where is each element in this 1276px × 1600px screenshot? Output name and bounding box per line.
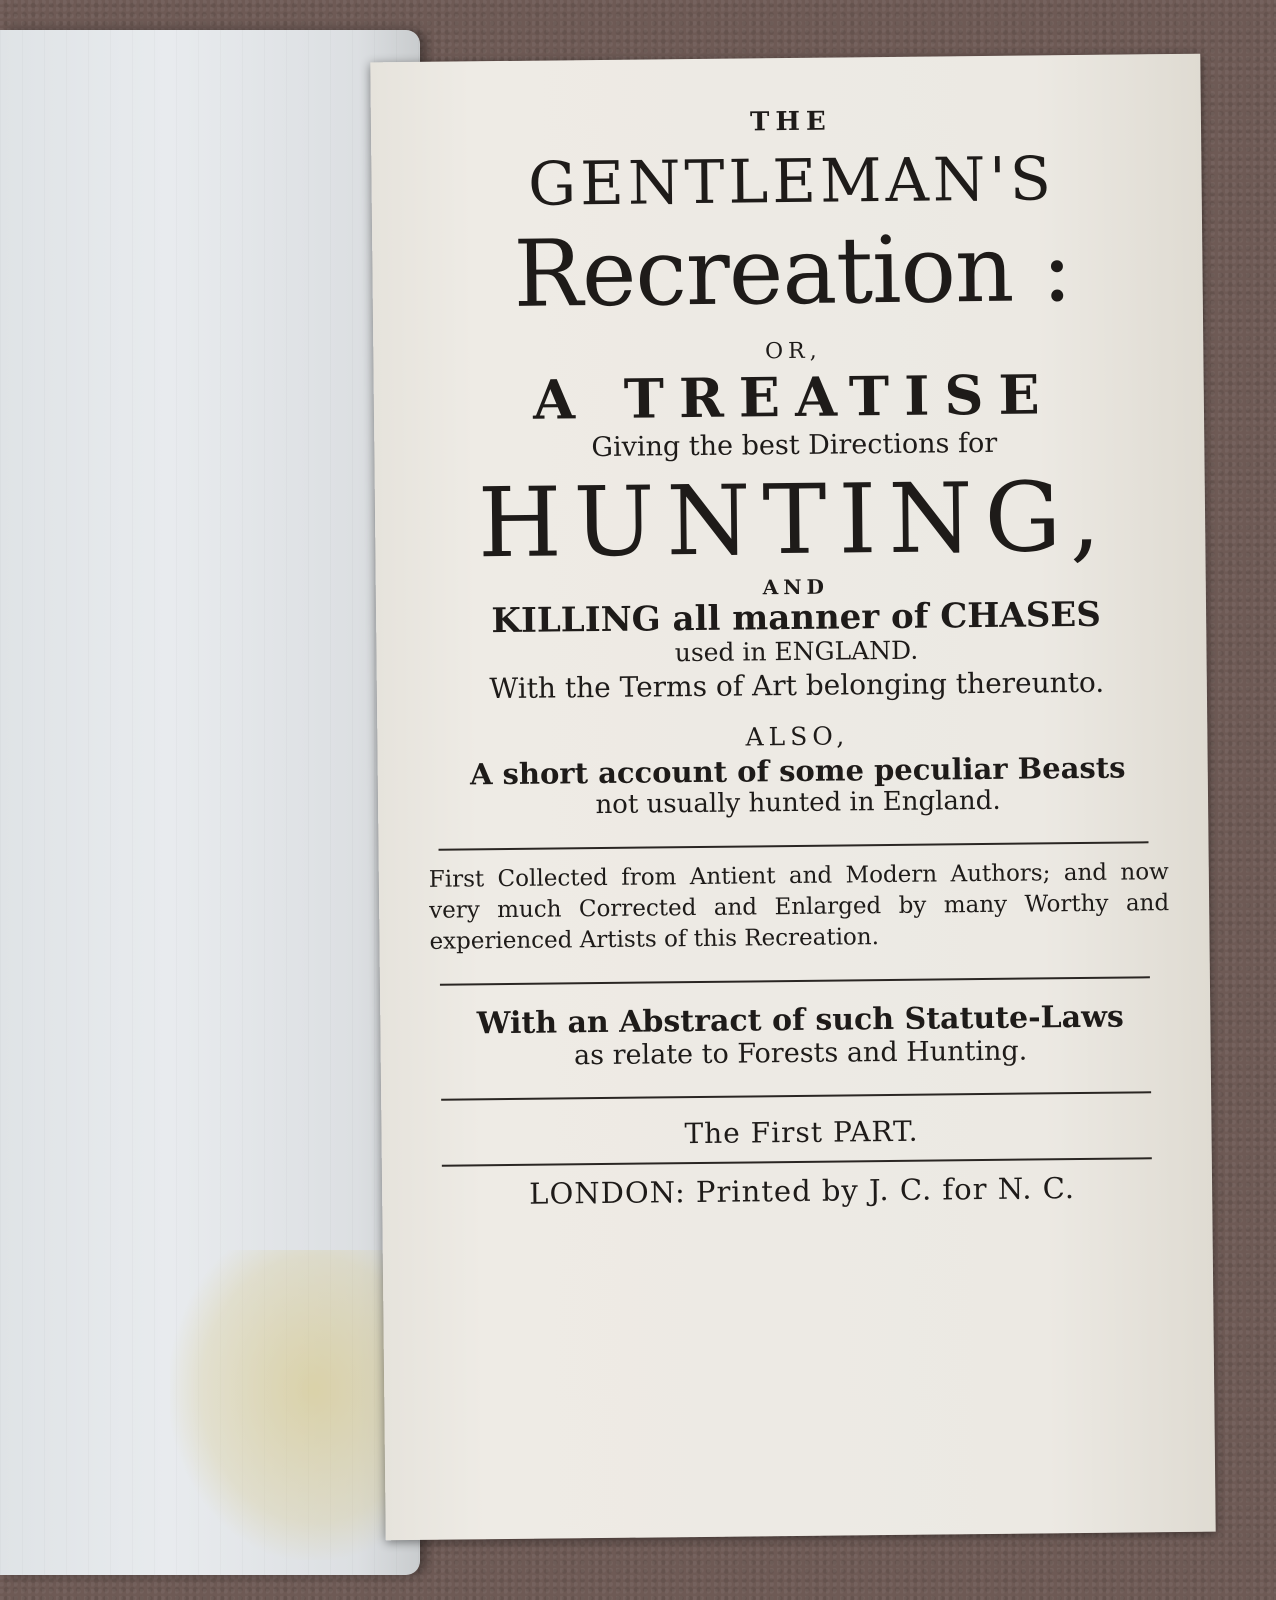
divider-rule xyxy=(440,976,1150,985)
text-short-account: A short account of some peculiar Beasts xyxy=(469,750,1126,792)
text-giving-directions: Giving the best Directions for xyxy=(591,427,998,464)
text-terms-of-art: With the Terms of Art belonging thereunto. xyxy=(489,666,1105,706)
divider-rule xyxy=(441,1091,1151,1100)
text-abstract-statute-laws: With an Abstract of such Statute-Laws xyxy=(476,999,1125,1041)
text-forests-hunting: as relate to Forests and Hunting. xyxy=(573,1035,1028,1072)
left-blank-page xyxy=(0,30,420,1575)
text-not-usually-hunted: not usually hunted in England. xyxy=(595,785,1001,820)
text-used-in-england: used in ENGLAND. xyxy=(674,635,919,667)
text-first-part: The First PART. xyxy=(684,1114,919,1151)
divider-rule xyxy=(439,841,1149,850)
text-and: AND xyxy=(762,574,829,599)
text-collected-paragraph: First Collected from Antient and Modern Authors; and now very much Corrected and Enlarged by many Worthy and experienced Artists of this Recreation. xyxy=(428,858,1170,955)
heading-the: THE xyxy=(749,106,832,138)
heading-gentlemans: GENTLEMAN'S xyxy=(527,144,1056,220)
text-or: OR, xyxy=(764,338,822,364)
title-page xyxy=(370,54,1215,1541)
heading-recreation: Recreation : xyxy=(513,214,1072,328)
title-page-text xyxy=(401,104,1192,1213)
divider-rule xyxy=(442,1158,1152,1167)
heading-treatise: A TREATISE xyxy=(532,362,1055,432)
text-killing-chases: KILLING all manner of CHASES xyxy=(491,594,1102,641)
water-stain xyxy=(170,1250,410,1560)
text-also: ALSO, xyxy=(745,720,850,752)
heading-hunting: HUNTING, xyxy=(477,460,1113,580)
imprint-line: LONDON: Printed by J. C. for N. C. xyxy=(529,1171,1076,1212)
